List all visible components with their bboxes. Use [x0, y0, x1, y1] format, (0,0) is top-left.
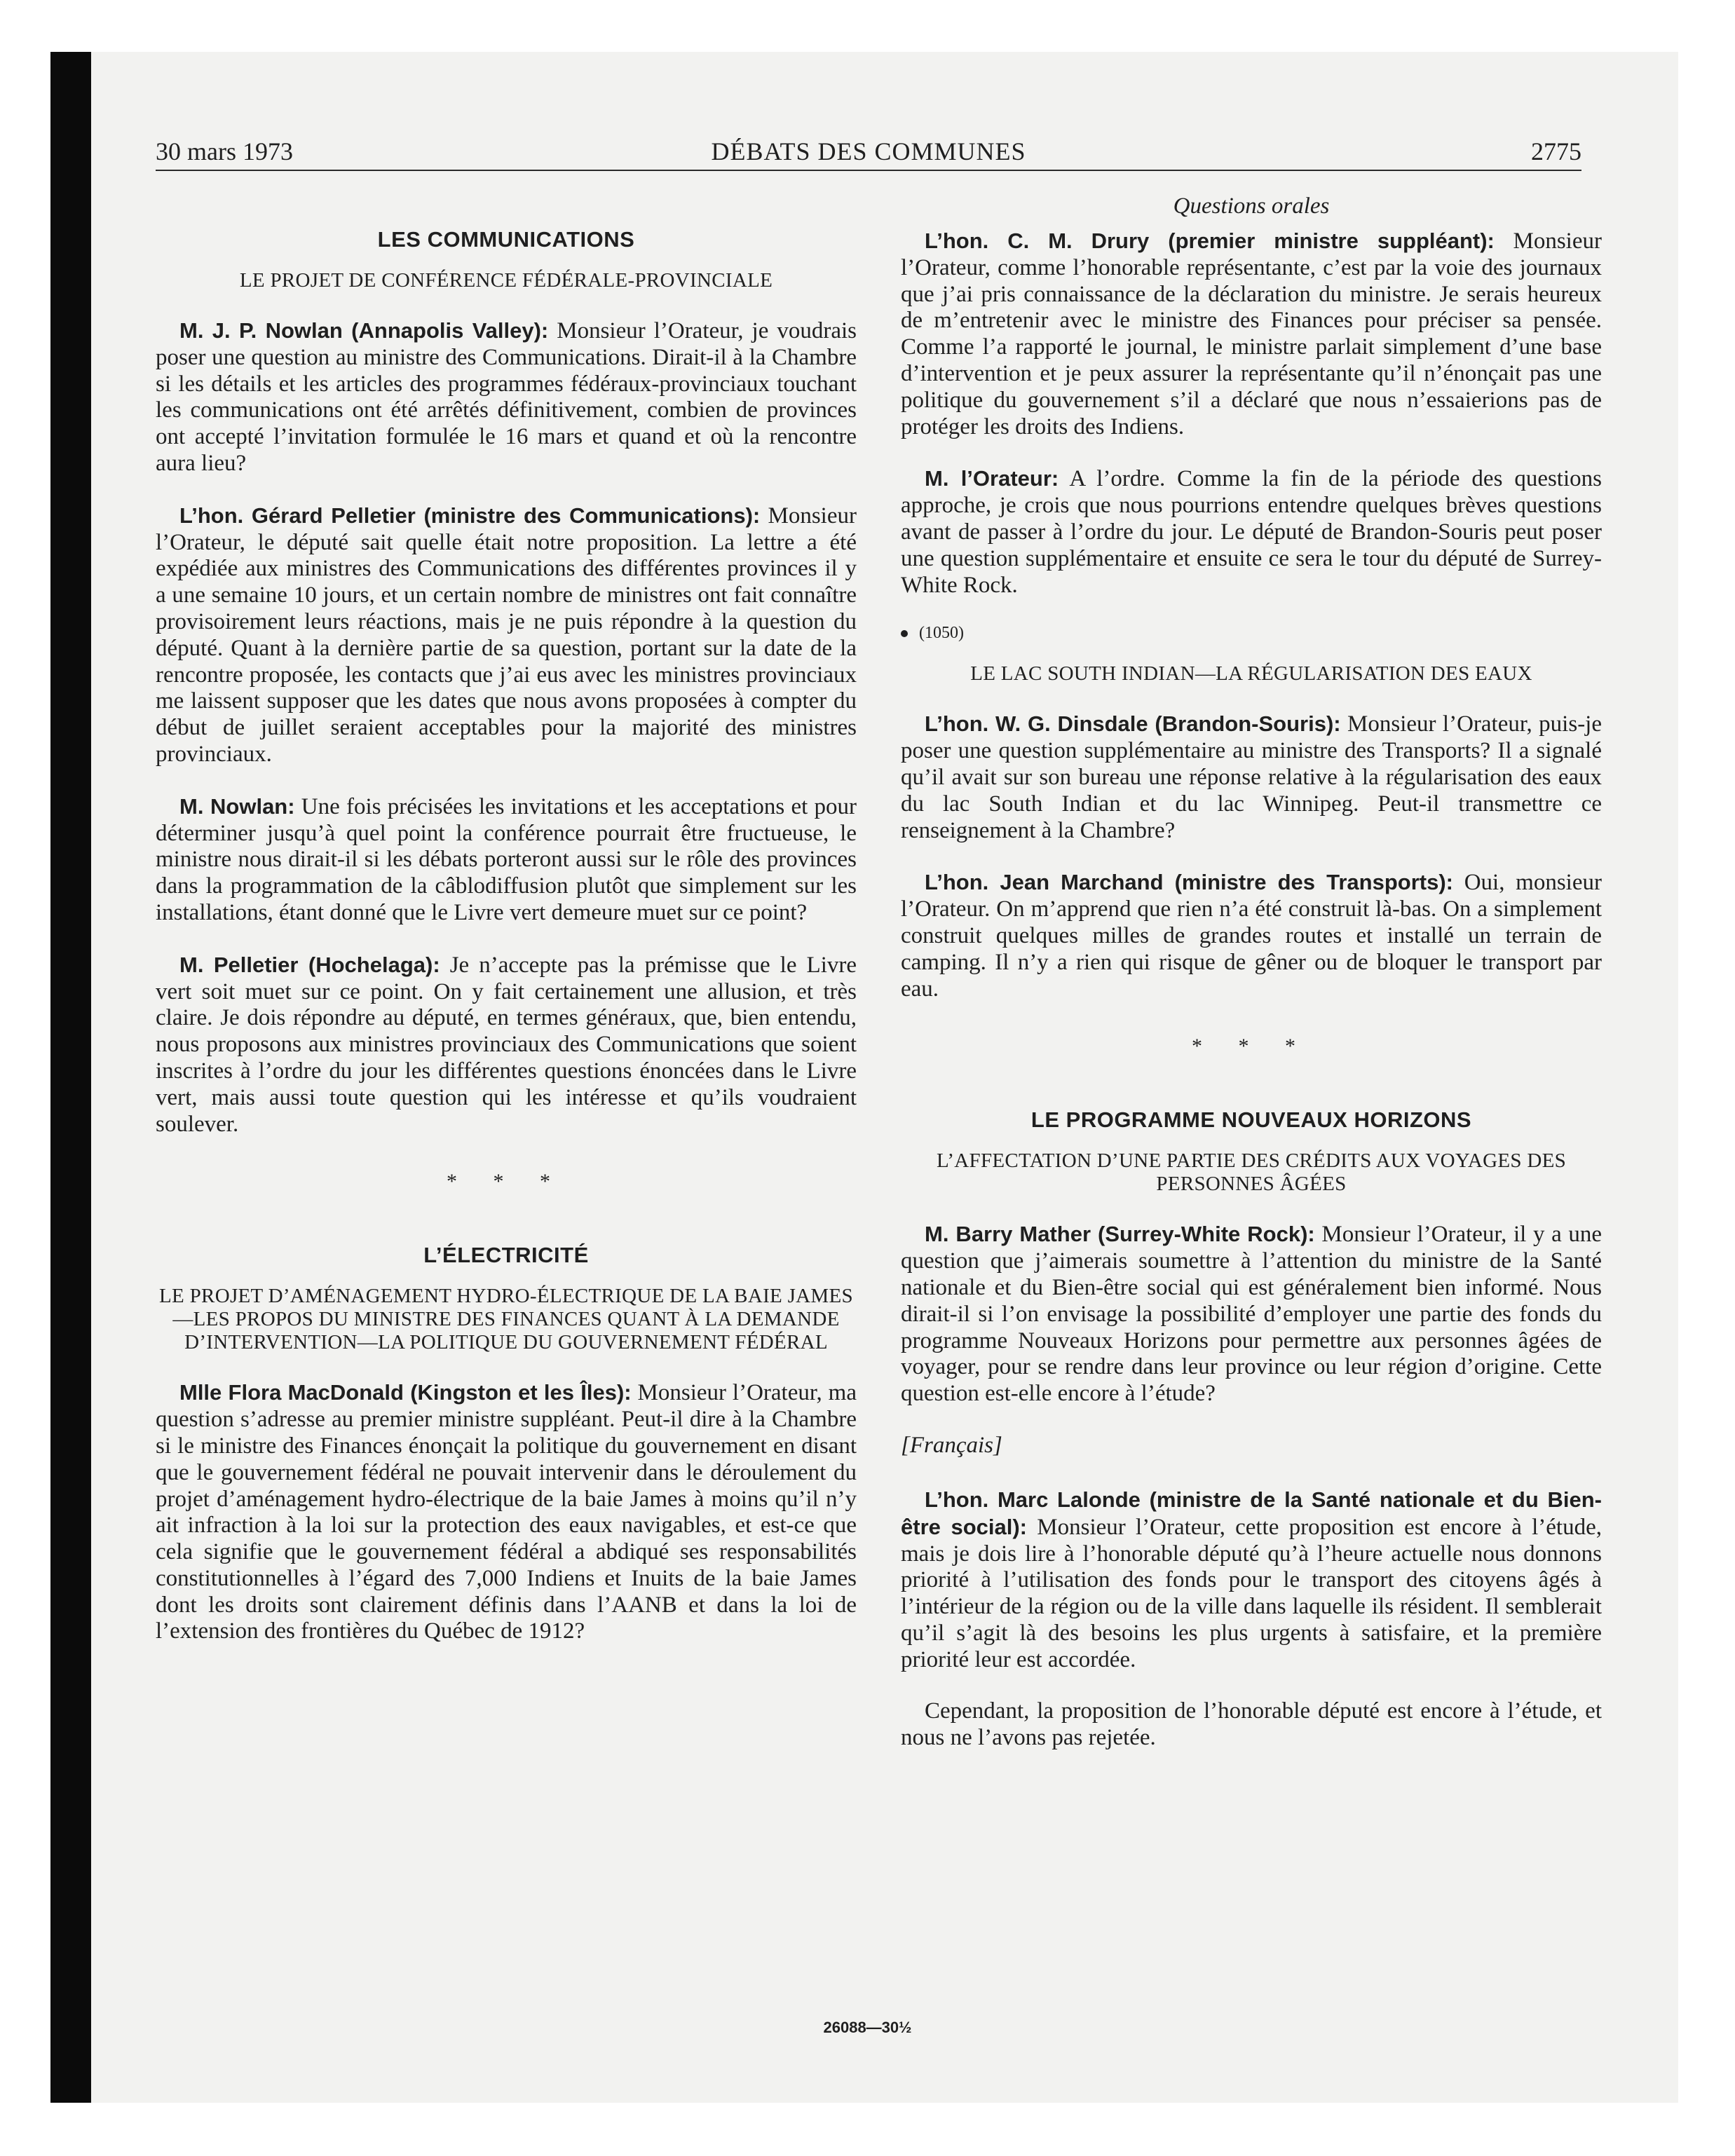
running-header: [156, 137, 1581, 171]
paragraph-text: Une fois précisées les invitations et les acceptations et pour déterminer jusqu’à quel point la conférence pourrait être fructueuse, le ministre nous dirait-il si les débats porteront aussi sur le rôle des provinces dans la programmation de la câblodiffusion plutôt que simplement sur les installations, étant donné que le Livre vert demeure muet sur ce point?: [156, 793, 857, 925]
paragraph-text: Monsieur l’Orateur, ma question s’adresse au premier ministre suppléant. Peut-il dire à la Chambre si le ministre des Finances énonçait la politique du gouvernement en disant que le gouvernement fédéral ne pouvait intervenir dans le déroulement du projet d’aménagement hydro-électrique de la baie James à moins qu’il n’y ait infraction à la loi sur la protection des eaux navigables, et est-ce que cela signifie que le gouvernement fédéral a abdiqué ses responsabilités constitutionnelles à l’égard des 7,000 Indiens et Inuits de la baie James dont les droits sont clairement définis dans l’AANB et dans la loi de l’extension des frontières du Québec de 1912?: [156, 1380, 857, 1644]
paragraph-text: Monsieur l’Orateur, je voudrais poser une question au ministre des Communications. Dirait-il à la Chambre si les détails et les articles des programmes fédéraux-provinciaux touchant les communications ont été arrêtés définitivement, combien de provinces ont accepté l’invitation formulée le 16 mars et quand et où la rencontre aura lieu?: [156, 318, 857, 476]
bullet-icon: [901, 630, 908, 637]
header-title: DÉBATS DES COMMUNES: [711, 137, 1026, 165]
section-subheading: LE LAC SOUTH INDIAN—LA RÉGULARISATION DES EAUX: [970, 662, 1532, 685]
paragraph: [901, 1698, 1602, 1752]
timestamp: [901, 624, 1602, 643]
right-column: [901, 191, 1602, 1777]
speaker-name: M. l’Orateur:: [925, 466, 1059, 491]
paragraph-text: Monsieur l’Orateur, le député sait quelle était notre proposition. La lettre a été expédiée aux ministres des Communications des différentes provinces il y a une semaine 10 jours, et un certain nombre de ministres ont fait connaître provisoirement leurs réactions, mais je ne puis répondre à la question du député. Quant à la dernière partie de sa question, portant sur la date de la rencontre proposée, les contacts que j’ai eus avec les ministres provinciaux me laissent supposer que les dates que nous avons proposées à compter du début de juillet seraient acceptables pour la majorité des ministres provinciaux.: [156, 503, 857, 767]
speaker-name: L’hon. C. M. Drury (premier ministre suppléant):: [925, 228, 1495, 253]
speaker-name: L’hon. Jean Marchand (ministre des Transports):: [925, 870, 1453, 895]
left-column: [156, 191, 857, 1670]
section-heading: LE PROGRAMME NOUVEAUX HORIZONS: [1030, 1107, 1472, 1133]
header-date: 30 mars 1973: [156, 137, 293, 165]
timestamp-text: (1050): [919, 624, 964, 643]
paragraph: [156, 1379, 857, 1645]
section-separator: * * *: [1192, 1035, 1311, 1058]
paragraph: [901, 711, 1602, 844]
section-subheading: LE PROJET DE CONFÉRENCE FÉDÉRALE-PROVINCIALE: [239, 269, 773, 292]
paragraph-text: Monsieur l’Orateur, puis-je poser une question supplémentaire au ministre des Transports? Il a signalé qu’il avait sur son bureau une réponse relative à la régularisation des eaux du lac South Indian et du lac Winnipeg. Peut-il transmettre ce renseignement à la Chambre?: [901, 711, 1603, 843]
section-subheading: LE PROJET D’AMÉNAGEMENT HYDRO-ÉLECTRIQUE DE LA BAIE JAMES—LES PROPOS DU MINISTRE DES FINANCES QUANT À LA DEMANDE D’INTERVENTION—LA POLITIQUE DU GOUVERNEMENT FÉDÉRAL: [159, 1285, 853, 1354]
speaker-name: M. J. P. Nowlan (Annapolis Valley):: [179, 318, 549, 343]
paragraph: [901, 228, 1602, 440]
section-heading: L’ÉLECTRICITÉ: [423, 1243, 589, 1268]
paragraph: [901, 1487, 1602, 1674]
section-subheading: L’AFFECTATION D’UNE PARTIE DES CRÉDITS AUX VOYAGES DES PERSONNES ÂGÉES: [936, 1149, 1567, 1196]
scan-binding-edge: [50, 52, 91, 2103]
speaker-name: Mlle Flora MacDonald (Kingston et les Îles):: [179, 1380, 632, 1405]
paragraph: [901, 869, 1602, 1002]
paragraph: [156, 793, 857, 927]
paragraph-text: Monsieur l’Orateur, il y a une question que j’aimerais soumettre à l’attention du ministre de la Santé nationale et du Bien-être social qui est généralement bien informé. Nous dirait-il si l’on envisage la possibilité d’employer une partie des fonds du programme Nouveaux Horizons pour permettre aux personnes âgées de voyager, pour se rendre dans leur province ou leur région d’origine. Cette question est-elle encore à l’étude?: [901, 1222, 1602, 1407]
paragraph: [901, 1221, 1602, 1407]
speaker-name: L’hon. Marc Lalonde (ministre de la Santé nationale et du Bien-être social):: [901, 1487, 1602, 1539]
paragraph-text: Je n’accepte pas la prémisse que le Livre vert soit muet sur ce point. On y fait certainement une allusion, et très claire. Je dois répondre au député, en termes généraux, que, bien entendu, nous proposons aux ministres provinciaux des Communications que soient inscrites à l’ordre du jour les différentes questions énoncées dans le Livre vert, mais aussi toute question qui les intéresse et qu’ils voudraient soulever.: [156, 952, 857, 1137]
paragraph-text: Monsieur l’Orateur, cette proposition est encore à l’étude, mais je dois lire à l’honorable député qu’à l’heure actuelle nous donnons priorité à l’utilisation des fonds pour le transport des citoyens âgés à l’intérieur de la région ou de la ville dans laquelle ils résident. Il semblerait qu’il s’agit là des besoins les plus urgents à satisfaire, et la première priorité leur est accordée.: [901, 1514, 1603, 1672]
speaker-name: M. Pelletier (Hochelaga):: [179, 952, 440, 977]
section-label: Questions orales: [1173, 193, 1330, 219]
paragraph-text: Oui, monsieur l’Orateur. On m’apprend que rien n’a été construit là-bas. On a simplement construit quelques milles de grandes routes et installé un terrain de camping. Il n’y a rien qui risque de gêner ou de bloquer le transport par eau.: [901, 870, 1602, 1002]
speaker-name: M. Nowlan:: [179, 793, 295, 819]
paragraph: [901, 465, 1602, 599]
paragraph-text: Cependant, la proposition de l’honorable député est encore à l’étude, et nous ne l’avons pas rejetée.: [901, 1698, 1602, 1751]
printer-signature: 26088—30½: [823, 2019, 912, 2036]
section-separator: * * *: [447, 1170, 566, 1194]
speaker-name: M. Barry Mather (Surrey-White Rock):: [925, 1222, 1315, 1247]
page-number: 2775: [1531, 137, 1581, 165]
paragraph: [156, 952, 857, 1138]
speaker-name: L’hon. W. G. Dinsdale (Brandon-Souris):: [925, 711, 1341, 737]
paragraph: [156, 503, 857, 768]
speaker-name: L’hon. Gérard Pelletier (ministre des Communications):: [179, 503, 761, 528]
paragraph: [156, 318, 857, 477]
section-heading: LES COMMUNICATIONS: [377, 227, 635, 252]
language-marker: [Français]: [901, 1432, 1002, 1458]
paragraph-text: A l’ordre. Comme la fin de la période des questions approche, je crois que nous pourrions entendre quelques brèves questions avant de passer à l’ordre du jour. Le député de Brandon-Souris peut poser une question supplémentaire et ensuite ce sera le tour du député de Surrey-White Rock.: [901, 466, 1602, 598]
paragraph-text: Monsieur l’Orateur, comme l’honorable représentante, c’est par la voie des journaux que j’ai pris connaissance de la déclaration du ministre. Je serais heureux de m’entretenir avec le ministre des Finances pour préciser sa pensée. Comme l’a rapporté le journal, le ministre parlait simplement d’une base d’intervention et je peux assurer la représentante qu’il n’énonçait pas une politique du gouvernement s’il a déclaré que nous n’essaierions pas de protéger les droits des Indiens.: [901, 228, 1602, 439]
